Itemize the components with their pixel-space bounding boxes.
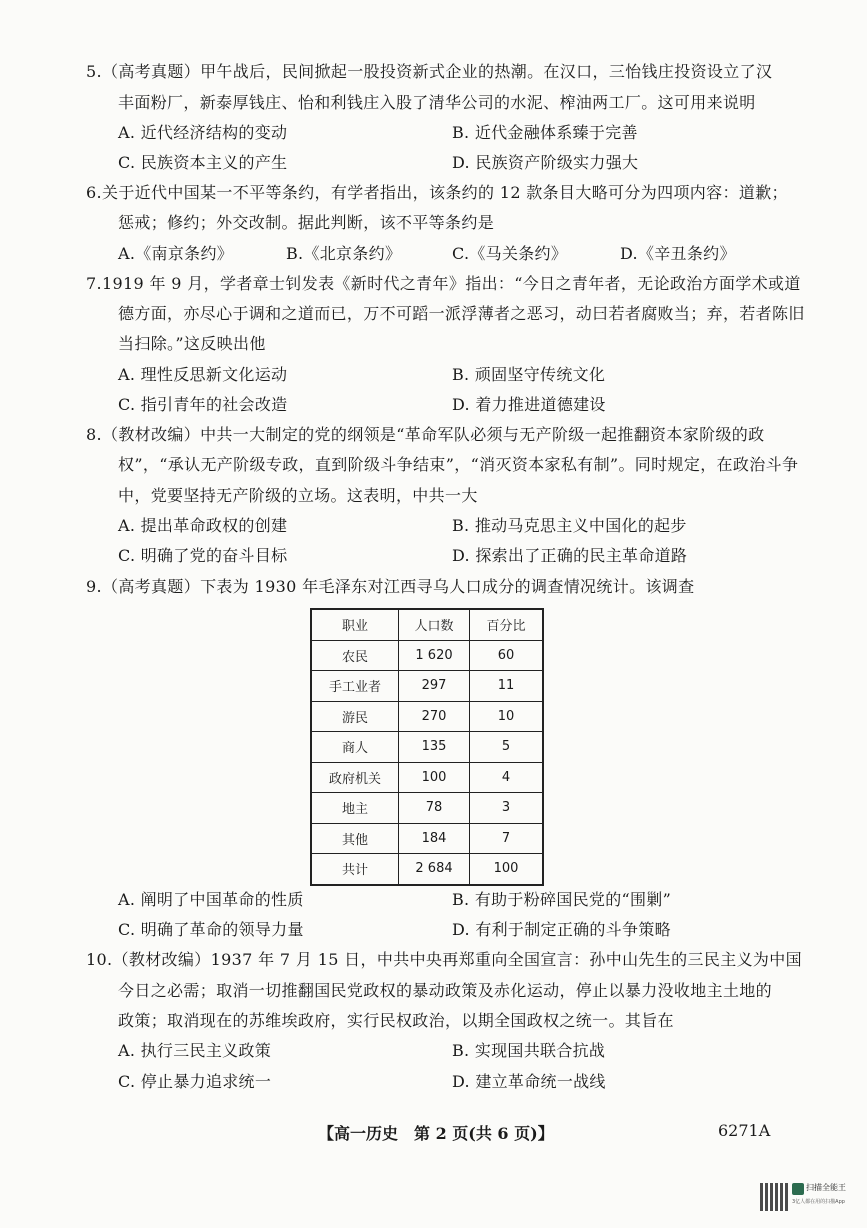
q5-stem-line-1: 5.（高考真题）甲午战后，民间掀起一股投资新式企业的热潮。在汉口，三怡钱庄投资设立了汉 [86,62,773,81]
q10-stem-line-1: 10.（教材改编）1937 年 7 月 15 日，中共中央再郑重向全国宣言：孙中山先生的三民主义为中国 [86,950,802,969]
q9-option-a: A. 阐明了中国革命的性质 [118,890,304,909]
scanner-logo-icon [792,1183,804,1195]
q9-option-c: C. 明确了革命的领导力量 [118,920,304,939]
q7-option-c: C. 指引青年的社会改造 [118,395,288,414]
population-table [310,608,544,886]
page-footer-label: 【高一历史 第 2 页(共 6 页)】 [318,1124,554,1143]
table-row [311,762,543,793]
table-cell: 4 [470,762,544,793]
table-row [311,732,543,763]
table-cell: 100 [399,762,470,793]
q5-option-a: A. 近代经济结构的变动 [118,123,288,142]
table-row [311,823,543,854]
q5-stem-line-2: 丰面粉厂，新泰厚钱庄、怡和利钱庄入股了清华公司的水泥、榨油两工厂。这可用来说明 [118,93,756,112]
q10-option-c: C. 停止暴力追求统一 [118,1072,272,1091]
q6-stem-line-2: 惩戒；修约；外交改制。据此判断，该不平等条约是 [118,213,495,232]
q8-stem-line-1: 8.（教材改编）中共一大制定的党的纲领是“革命军队必须与无产阶级一起推翻资本家阶级的政 [86,425,765,444]
q6-option-d: D.《辛丑条约》 [620,244,736,263]
table-header: 百分比 [470,609,544,640]
qr-code-icon [760,1183,788,1211]
table-cell: 地主 [311,793,399,824]
table-cell: 手工业者 [311,671,399,702]
table-header-row [311,609,543,640]
q5-option-c: C. 民族资本主义的产生 [118,153,288,172]
q8-stem-line-2: 权”，“承认无产阶级专政，直到阶级斗争结束”，“消灭资本家私有制”。同时规定，在政治斗争 [118,455,799,474]
table-cell: 135 [399,732,470,763]
table-header: 人口数 [399,609,470,640]
q8-option-a: A. 提出革命政权的创建 [118,516,288,535]
q7-option-a: A. 理性反思新文化运动 [118,365,288,384]
q10-option-a: A. 执行三民主义政策 [118,1041,272,1060]
table-cell: 5 [470,732,544,763]
table-cell: 共计 [311,854,399,885]
table-cell: 政府机关 [311,762,399,793]
q6-option-b: B.《北京条约》 [286,244,402,263]
q7-stem-line-1: 7.1919 年 9 月，学者章士钊发表《新时代之青年》指出：“今日之青年者，无论政治方面学术或道 [86,274,801,293]
table-cell: 1 620 [399,640,470,671]
q8-option-b: B. 推动马克思主义中国化的起步 [452,516,687,535]
table-header: 职业 [311,609,399,640]
q9-stem-line-1: 9.（高考真题）下表为 1930 年毛泽东对江西寻乌人口成分的调查情况统计。该调查 [86,577,695,596]
table-cell: 100 [470,854,544,885]
q7-stem-line-2: 德方面，亦尽心于调和之道而已，万不可蹈一派浮薄者之恶习，动曰若者腐败当；弃，若者陈旧 [118,304,805,323]
table-cell: 2 684 [399,854,470,885]
table-cell: 农民 [311,640,399,671]
q10-stem-line-3: 政策；取消现在的苏维埃政府，实行民权政治，以期全国政权之统一。其旨在 [118,1011,674,1030]
scanner-brand: 扫描全能王 [806,1183,846,1192]
scanner-tagline: 3亿人都在用的扫描App [792,1199,845,1205]
table-cell: 297 [399,671,470,702]
q10-option-b: B. 实现国共联合抗战 [452,1041,606,1060]
q8-stem-line-3: 中，党要坚持无产阶级的立场。这表明，中共一大 [118,486,478,505]
table-cell: 其他 [311,823,399,854]
table-row [311,671,543,702]
q7-option-b: B. 顽固坚守传统文化 [452,365,606,384]
table-cell: 78 [399,793,470,824]
q8-option-d: D. 探索出了正确的民主革命道路 [452,546,688,565]
table-row [311,701,543,732]
table-row [311,854,543,885]
q6-option-a: A.《南京条约》 [118,244,234,263]
q7-option-d: D. 着力推进道德建设 [452,395,606,414]
q6-option-c: C.《马关条约》 [452,244,568,263]
q5-option-b: B. 近代金融体系臻于完善 [452,123,638,142]
q9-option-b: B. 有助于粉碎国民党的“围剿” [452,890,672,909]
table-cell: 7 [470,823,544,854]
table-cell: 11 [470,671,544,702]
table-cell: 3 [470,793,544,824]
q6-stem-line-1: 6.关于近代中国某一不平等条约，有学者指出，该条约的 12 款条目大略可分为四项内容：道歉； [86,183,788,202]
q8-option-c: C. 明确了党的奋斗目标 [118,546,288,565]
table-row [311,793,543,824]
q5-option-d: D. 民族资产阶级实力强大 [452,153,639,172]
paper-code: 6271A [718,1121,771,1140]
table-cell: 10 [470,701,544,732]
table-cell: 60 [470,640,544,671]
q10-stem-line-2: 今日之必需；取消一切推翻国民党政权的暴动政策及赤化运动，停止以暴力没收地主土地的 [118,981,773,1000]
q10-option-d: D. 建立革命统一战线 [452,1072,606,1091]
table-cell: 游民 [311,701,399,732]
table-cell: 184 [399,823,470,854]
q9-option-d: D. 有利于制定正确的斗争策略 [452,920,671,939]
table-row [311,640,543,671]
table-cell: 270 [399,701,470,732]
table-cell: 商人 [311,732,399,763]
q7-stem-line-3: 当扫除。”这反映出他 [118,334,266,353]
